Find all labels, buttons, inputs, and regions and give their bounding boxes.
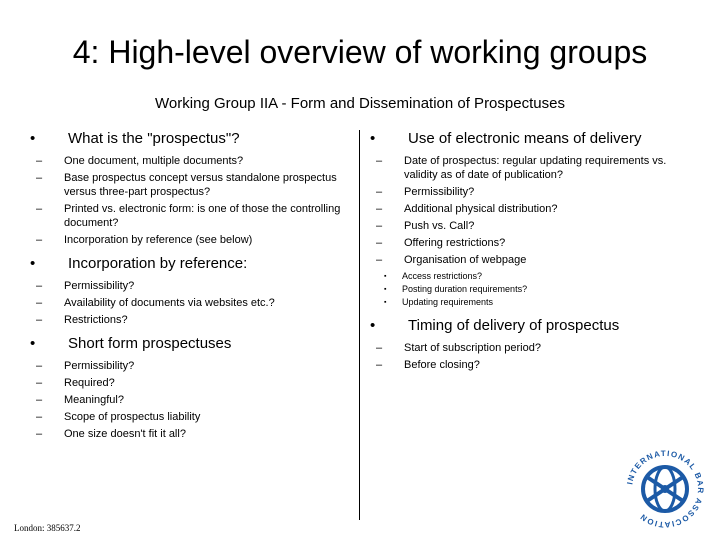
bullet-electronic-delivery <box>370 130 670 148</box>
sub-list <box>30 154 350 247</box>
sub-item: – Base prospectus concept versus standalone prospectus versus three-part prospectus? <box>36 172 337 198</box>
bullet-label: Timing of delivery of prospectus <box>408 317 620 334</box>
iba-globe-logo-icon <box>620 444 710 534</box>
sub-item: – Availability of documents via websites etc.? <box>36 297 275 309</box>
left-column <box>30 130 350 449</box>
sub-item: – Push vs. Call? <box>376 220 475 232</box>
bullet-timing <box>370 317 670 335</box>
sub-item: – Before closing? <box>376 359 480 371</box>
bullet-label: Use of electronic means of delivery <box>408 130 642 147</box>
sub-list <box>370 341 670 372</box>
logo-ring-text: INTERNATIONAL BAR ASSOCIATION <box>625 448 706 530</box>
sub-item: – Offering restrictions? <box>376 237 506 249</box>
sub-item: – Meaningful? <box>36 394 124 406</box>
sub-list <box>30 279 350 327</box>
sub-item: – Permissibility? <box>376 186 475 198</box>
column-divider <box>359 130 360 520</box>
sub-item: – Additional physical distribution? <box>376 203 558 215</box>
sub-list <box>30 359 350 441</box>
bullet-label: What is the "prospectus"? <box>68 130 240 147</box>
footer-reference: London: 385637.2 <box>14 523 81 533</box>
bullet-mark: • <box>370 317 376 334</box>
bullet-label: Incorporation by reference: <box>68 255 248 272</box>
sub-sub-list <box>370 270 670 309</box>
sub-sub-item: ▪ Access restrictions? <box>384 271 483 281</box>
sub-item: – Permissibility? <box>36 280 135 292</box>
slide-title: 4: High-level overview of working groups <box>72 34 648 70</box>
slide-subtitle: Working Group IIA - Form and Dissemination of Prospectuses <box>155 95 565 112</box>
bullet-mark: • <box>30 255 36 272</box>
bullet-short-form <box>30 335 350 353</box>
sub-item: – Scope of prospectus liability <box>36 411 201 423</box>
bullet-prospectus <box>30 130 350 148</box>
bullet-label: Short form prospectuses <box>68 335 232 352</box>
sub-item: – Incorporation by reference (see below) <box>36 234 253 246</box>
sub-sub-item: ▪ Updating requirements <box>384 297 494 307</box>
sub-item: – Organisation of webpage <box>376 254 527 266</box>
bullet-mark: • <box>30 130 36 147</box>
sub-item: – Required? <box>36 377 115 389</box>
sub-list <box>370 154 670 309</box>
bullet-mark: • <box>370 130 376 147</box>
sub-sub-item: ▪ Posting duration requirements? <box>384 284 528 294</box>
bullet-incorporation <box>30 255 350 273</box>
sub-item: – Date of prospectus: regular updating requirements vs. validity as of date of publication? <box>376 155 667 181</box>
sub-item: – One document, multiple documents? <box>36 155 244 167</box>
sub-item: – One size doesn't fit it all? <box>36 428 186 440</box>
bullet-mark: • <box>30 335 36 352</box>
sub-item: – Start of subscription period? <box>376 342 541 354</box>
sub-item: – Permissibility? <box>36 360 135 372</box>
right-column <box>370 130 670 380</box>
sub-item: – Restrictions? <box>36 314 128 326</box>
sub-item: – Printed vs. electronic form: is one of those the controlling document? <box>36 203 341 229</box>
